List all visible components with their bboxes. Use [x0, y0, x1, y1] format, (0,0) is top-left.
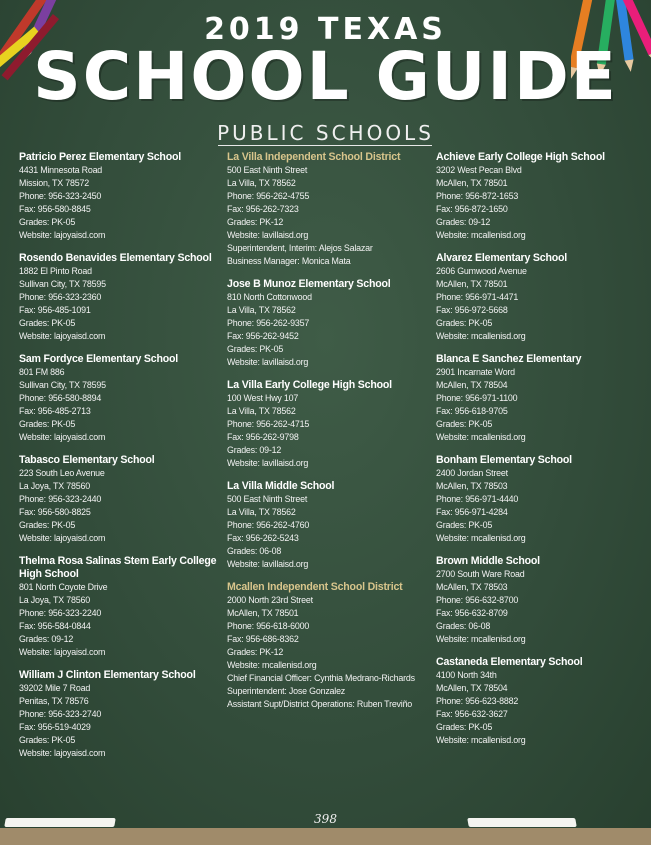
grades-line: Grades: PK-05	[19, 217, 76, 227]
website-line: Website: lajoyaisd.com	[19, 533, 106, 543]
city-state-zip: McAllen, TX 78503	[436, 582, 508, 592]
street-address: 2901 Incarnate Word	[436, 367, 515, 377]
street-address: 4100 North 34th	[436, 670, 497, 680]
phone-line: Phone: 956-632-8700	[436, 595, 519, 605]
street-address: 4431 Minnesota Road	[19, 165, 103, 175]
street-address: 1882 El Pinto Road	[19, 266, 92, 276]
grades-line: Grades: PK-05	[19, 520, 76, 530]
fax-line: Fax: 956-485-2713	[19, 406, 91, 416]
district-entry	[227, 151, 432, 268]
page-number: 398	[314, 812, 337, 826]
phone-line: Phone: 956-580-8894	[19, 393, 102, 403]
detail-line: Chief Financial Officer: Cynthia Medrano-Richards	[227, 673, 415, 683]
city-state-zip: Sullivan City, TX 78595	[19, 380, 106, 390]
street-address: 801 FM 886	[19, 367, 65, 377]
website-line: Website: mcallenisd.org	[436, 331, 526, 341]
website-line: Website: lajoyaisd.com	[19, 748, 106, 758]
school-name: Jose B Munoz Elementary School	[227, 278, 391, 290]
detail-line: Superintendent: Jose Gonzalez	[227, 686, 346, 696]
chalk-tray	[0, 828, 651, 845]
website-line: Website: mcallenisd.org	[436, 634, 526, 644]
school-entry	[436, 353, 641, 444]
guide-year: 2019 TEXAS	[204, 12, 447, 47]
fax-line: Fax: 956-632-8709	[436, 608, 508, 618]
fax-line: Fax: 956-872-1650	[436, 204, 508, 214]
city-state-zip: McAllen, TX 78503	[436, 481, 508, 491]
street-address: 2606 Gumwood Avenue	[436, 266, 527, 276]
city-state-zip: La Villa, TX 78562	[227, 406, 296, 416]
street-address: 2700 South Ware Road	[436, 569, 525, 579]
phone-line: Phone: 956-623-8882	[436, 696, 519, 706]
street-address: 100 West Hwy 107	[227, 393, 299, 403]
page-header	[0, 0, 651, 150]
school-entry	[19, 353, 224, 444]
website-line: Website: lajoyaisd.com	[19, 230, 106, 240]
school-name: Alvarez Elementary School	[436, 252, 568, 264]
city-state-zip: La Villa, TX 78562	[227, 305, 296, 315]
phone-line: Phone: 956-618-6000	[227, 621, 310, 631]
street-address: 801 North Coyote Drive	[19, 582, 108, 592]
fax-line: Fax: 956-519-4029	[19, 722, 91, 732]
school-column-3	[436, 151, 641, 757]
district-name: Mcallen Independent School District	[227, 581, 403, 593]
website-line: Website: lavillaisd.org	[227, 357, 309, 367]
school-entry	[436, 555, 641, 646]
school-name: Thelma Rosa Salinas Stem Early College High School	[19, 555, 217, 580]
school-column-2	[227, 151, 432, 721]
street-address: 500 East Ninth Street	[227, 494, 308, 504]
city-state-zip: La Villa, TX 78562	[227, 178, 296, 188]
fax-line: Fax: 956-262-5243	[227, 533, 299, 543]
district-entry	[227, 581, 432, 711]
fax-line: Fax: 956-580-8845	[19, 204, 91, 214]
city-state-zip: McAllen, TX 78501	[436, 279, 508, 289]
district-name: La Villa Independent School District	[227, 151, 401, 163]
street-address: 2000 North 23rd Street	[227, 595, 313, 605]
grades-line: Grades: PK-05	[227, 344, 284, 354]
phone-line: Phone: 956-323-2360	[19, 292, 102, 302]
city-state-zip: McAllen, TX 78504	[436, 380, 508, 390]
school-entry	[19, 151, 224, 242]
city-state-zip: McAllen, TX 78501	[227, 608, 299, 618]
grades-line: Grades: PK-05	[436, 419, 493, 429]
city-state-zip: La Joya, TX 78560	[19, 595, 90, 605]
street-address: 2400 Jordan Street	[436, 468, 508, 478]
fax-line: Fax: 956-632-3627	[436, 709, 508, 719]
phone-line: Phone: 956-323-2240	[19, 608, 102, 618]
school-column-1	[19, 151, 224, 770]
school-name: Achieve Early College High School	[436, 151, 605, 163]
fax-line: Fax: 956-580-8825	[19, 507, 91, 517]
fax-line: Fax: 956-485-1091	[19, 305, 91, 315]
website-line: Website: mcallenisd.org	[436, 432, 526, 442]
phone-line: Phone: 956-323-2440	[19, 494, 102, 504]
website-line: Website: mcallenisd.org	[436, 230, 526, 240]
city-state-zip: Mission, TX 78572	[19, 178, 89, 188]
school-name: Brown Middle School	[436, 555, 540, 567]
school-name: Rosendo Benavides Elementary School	[19, 252, 212, 264]
fax-line: Fax: 956-262-7323	[227, 204, 299, 214]
website-line: Website: mcallenisd.org	[227, 660, 317, 670]
school-entry	[19, 252, 224, 343]
subtitle-underline	[218, 145, 432, 146]
city-state-zip: Sullivan City, TX 78595	[19, 279, 106, 289]
school-entry	[19, 555, 224, 659]
school-entry	[227, 480, 432, 571]
school-name: La Villa Middle School	[227, 480, 335, 492]
school-name: Bonham Elementary School	[436, 454, 572, 466]
phone-line: Phone: 956-262-4755	[227, 191, 310, 201]
website-line: Website: lavillaisd.org	[227, 559, 309, 569]
street-address: 500 East Ninth Street	[227, 165, 308, 175]
city-state-zip: La Joya, TX 78560	[19, 481, 90, 491]
street-address: 810 North Cottonwood	[227, 292, 312, 302]
grades-line: Grades: 09-12	[227, 445, 282, 455]
phone-line: Phone: 956-971-1100	[436, 393, 518, 403]
grades-line: Grades: PK-05	[436, 520, 493, 530]
detail-line: Business Manager: Monica Mata	[227, 256, 351, 266]
guide-title: SCHOOL GUIDE	[33, 38, 618, 115]
school-name: Blanca E Sanchez Elementary	[436, 353, 582, 365]
school-entry	[227, 379, 432, 470]
website-line: Website: lavillaisd.org	[227, 458, 309, 468]
grades-line: Grades: 06-08	[436, 621, 491, 631]
grades-line: Grades: PK-05	[19, 735, 76, 745]
guide-subtitle: PUBLIC SCHOOLS	[217, 121, 434, 145]
fax-line: Fax: 956-686-8362	[227, 634, 299, 644]
fax-line: Fax: 956-262-9798	[227, 432, 299, 442]
school-name: William J Clinton Elementary School	[19, 669, 196, 681]
website-line: Website: mcallenisd.org	[436, 735, 526, 745]
city-state-zip: Penitas, TX 78576	[19, 696, 89, 706]
school-name: Patricio Perez Elementary School	[19, 151, 181, 163]
street-address: 3202 West Pecan Blvd	[436, 165, 522, 175]
fax-line: Fax: 956-972-5668	[436, 305, 508, 315]
phone-line: Phone: 956-323-2450	[19, 191, 102, 201]
street-address: 223 South Leo Avenue	[19, 468, 105, 478]
grades-line: Grades: PK-05	[436, 318, 493, 328]
school-name: La Villa Early College High School	[227, 379, 392, 391]
school-entry	[436, 252, 641, 343]
website-line: Website: mcallenisd.org	[436, 533, 526, 543]
school-name: Castaneda Elementary School	[436, 656, 583, 668]
website-line: Website: lajoyaisd.com	[19, 432, 106, 442]
fax-line: Fax: 956-618-9705	[436, 406, 508, 416]
school-entry	[436, 151, 641, 242]
website-line: Website: lavillaisd.org	[227, 230, 309, 240]
phone-line: Phone: 956-323-2740	[19, 709, 102, 719]
detail-line: Superintendent, Interim: Alejos Salazar	[227, 243, 373, 253]
phone-line: Phone: 956-262-4760	[227, 520, 310, 530]
phone-line: Phone: 956-262-4715	[227, 419, 310, 429]
grades-line: Grades: PK-05	[19, 419, 76, 429]
grades-line: Grades: 09-12	[436, 217, 491, 227]
fax-line: Fax: 956-971-4284	[436, 507, 508, 517]
grades-line: Grades: 06-08	[227, 546, 282, 556]
school-entry	[19, 454, 224, 545]
school-entry	[436, 454, 641, 545]
grades-line: Grades: PK-12	[227, 217, 284, 227]
grades-line: Grades: PK-05	[436, 722, 493, 732]
grades-line: Grades: 09-12	[19, 634, 74, 644]
website-line: Website: lajoyaisd.com	[19, 331, 106, 341]
website-line: Website: lajoyaisd.com	[19, 647, 106, 657]
phone-line: Phone: 956-872-1653	[436, 191, 519, 201]
grades-line: Grades: PK-05	[19, 318, 76, 328]
phone-line: Phone: 956-971-4471	[436, 292, 519, 302]
school-entry	[227, 278, 432, 369]
city-state-zip: McAllen, TX 78504	[436, 683, 508, 693]
school-entry	[19, 669, 224, 760]
city-state-zip: McAllen, TX 78501	[436, 178, 508, 188]
fax-line: Fax: 956-584-0844	[19, 621, 91, 631]
detail-line: Assistant Supt/District Operations: Ruben Treviño	[227, 699, 413, 709]
school-name: Tabasco Elementary School	[19, 454, 155, 466]
phone-line: Phone: 956-262-9357	[227, 318, 310, 328]
street-address: 39202 Mile 7 Road	[19, 683, 91, 693]
phone-line: Phone: 956-971-4440	[436, 494, 519, 504]
school-name: Sam Fordyce Elementary School	[19, 353, 179, 365]
fax-line: Fax: 956-262-9452	[227, 331, 299, 341]
city-state-zip: La Villa, TX 78562	[227, 507, 296, 517]
grades-line: Grades: PK-12	[227, 647, 284, 657]
school-entry	[436, 656, 641, 747]
